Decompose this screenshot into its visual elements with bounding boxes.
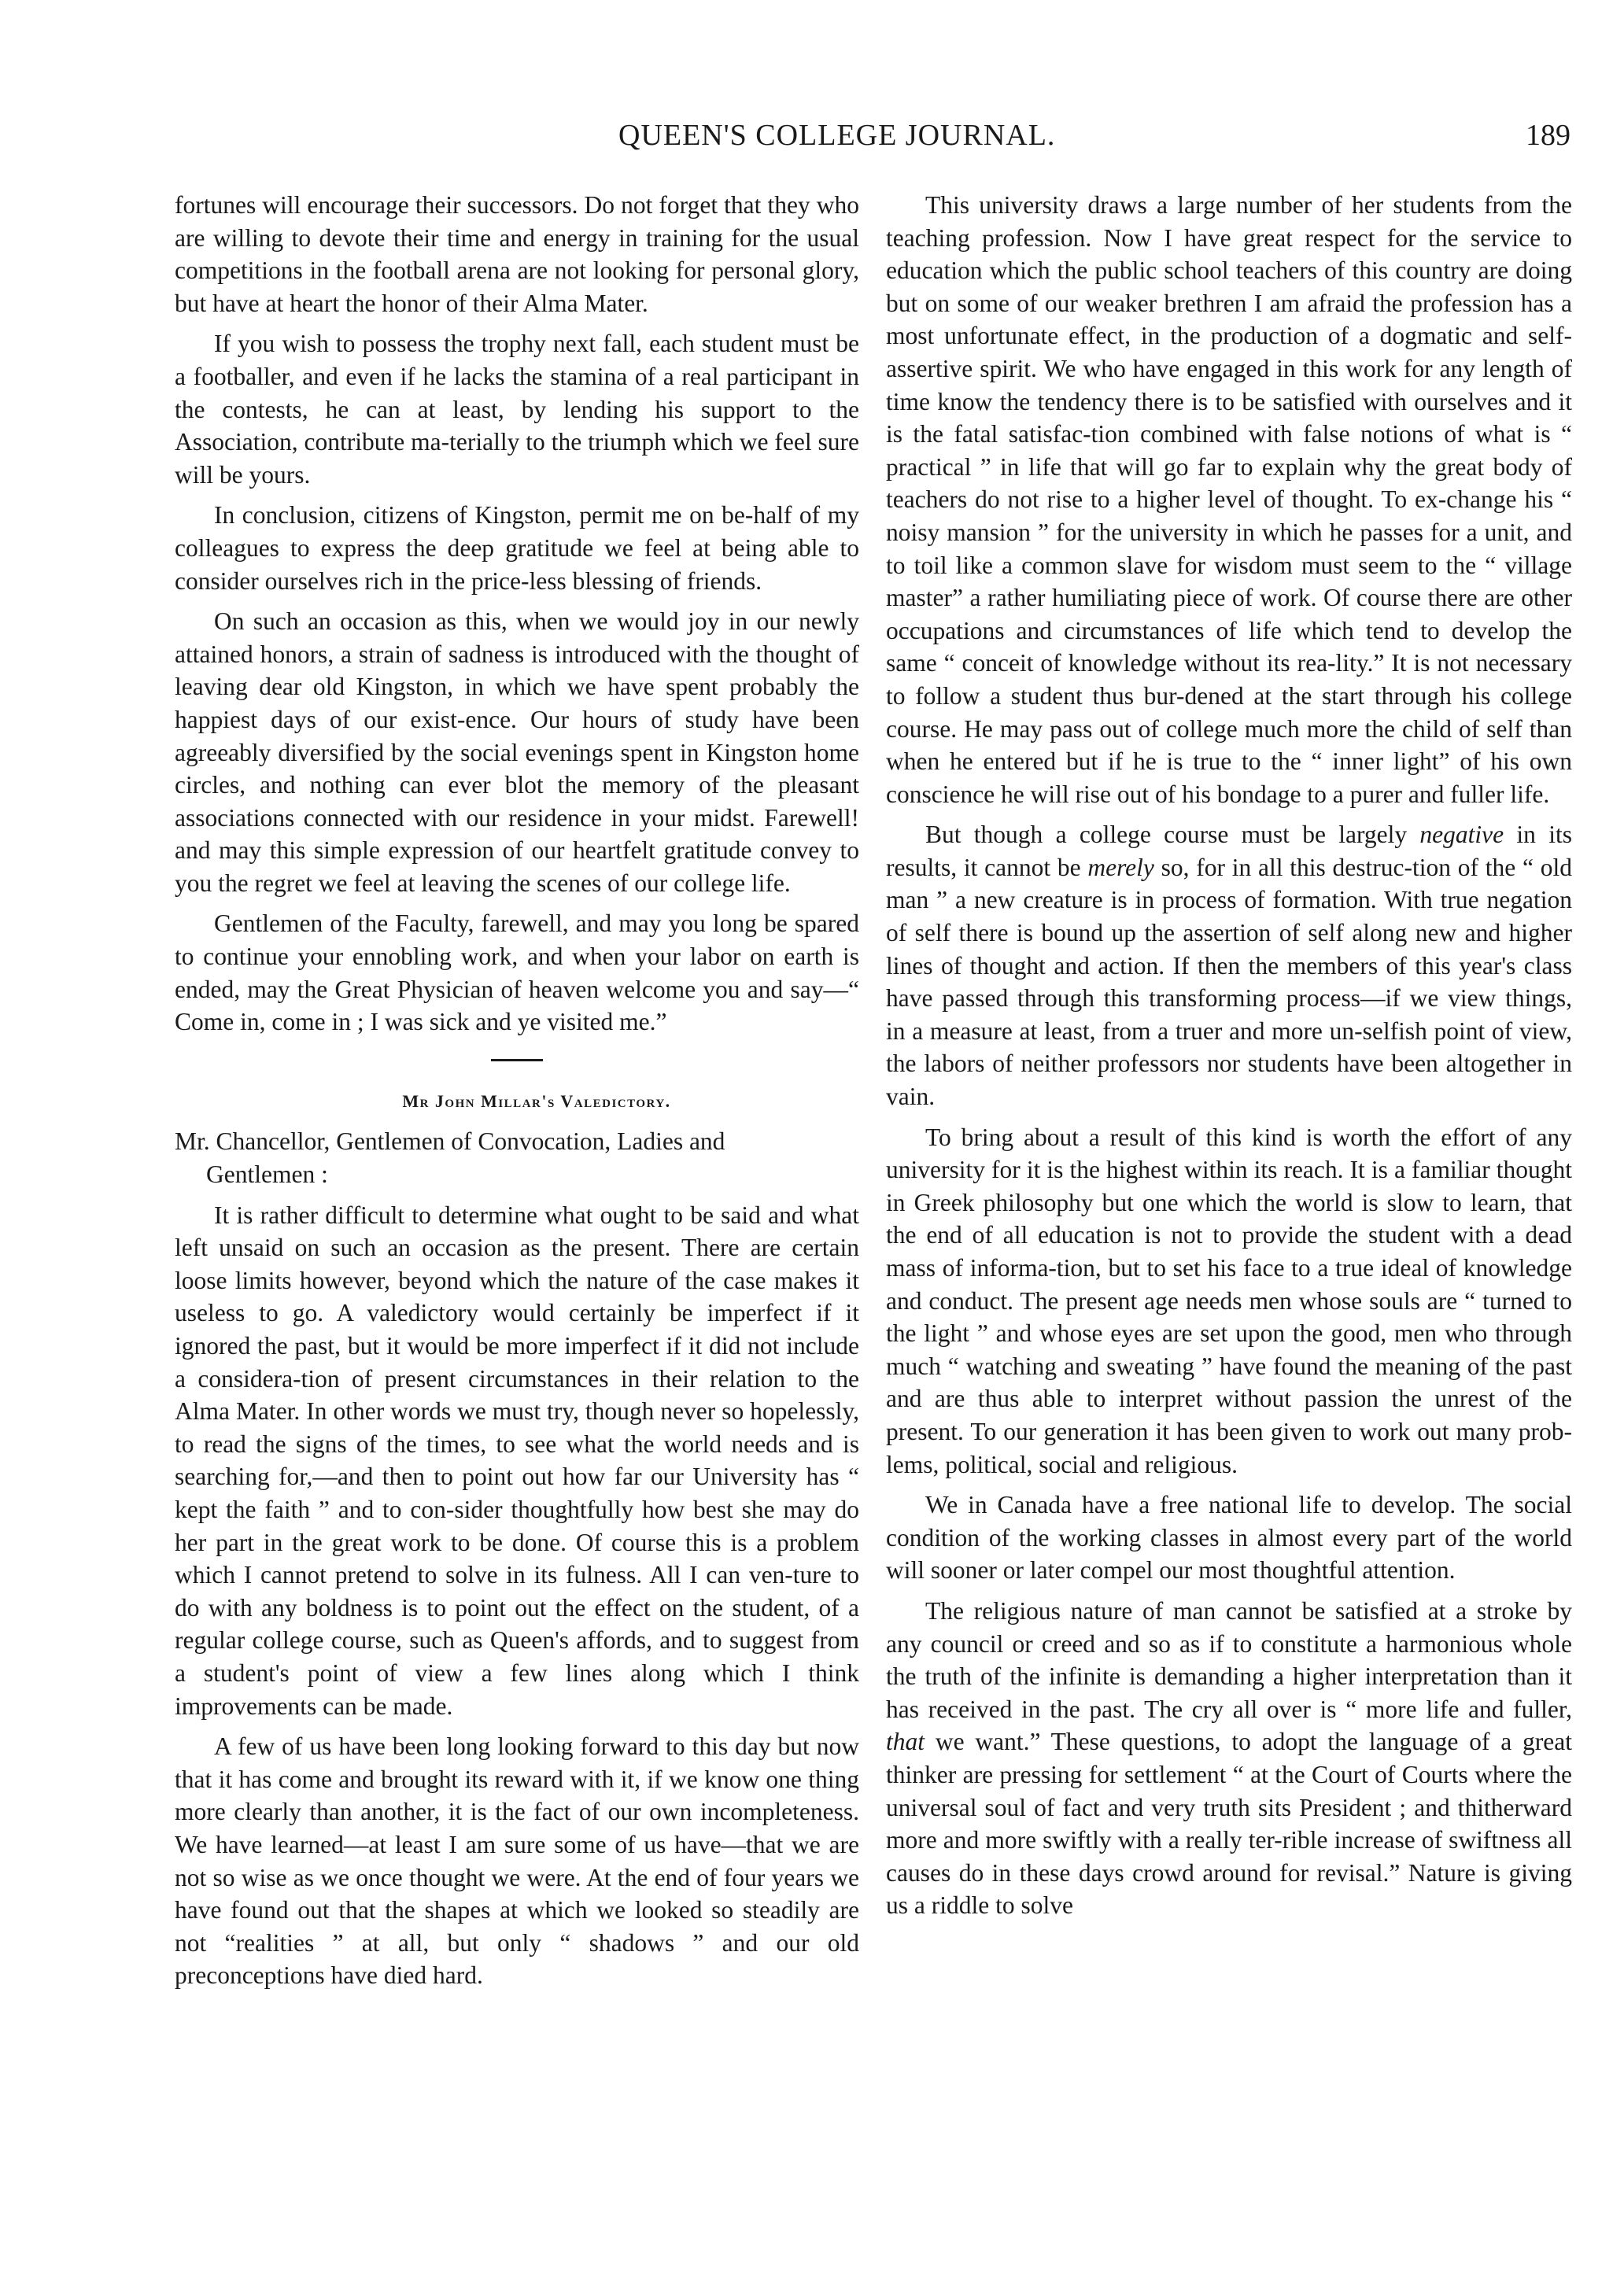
paragraph: If you wish to possess the trophy next fall, each student must be a footballer, and even if he lacks the stamina of a real participant in the contests, he can at least, by lending his support to the Association, contribute ma-terially to the triumph which we feel sure will be yours. [175,330,859,489]
paragraph: This university draws a large number of her students from the teaching profession. Now I have great respect for the service to education which the public school teachers of this country are doing but on some of our weaker brethren I am afraid the profession has a most unfortunate effect, in the production of a dogmatic and self-assertive spirit. We who have engaged in this work for any length of time know the tendency there is to be satisfied with ourselves and it is the fatal satisfac-tion combined with false notions of what is “ practical ” in life that will go far to explain why the great body of teachers do not rise to a higher level of thought. To ex-change his “ noisy mansion ” for the university in which he passes for a unit, and to toil like a common slave for wisdom must seem to the “ village master” a rather humiliating piece of work. Of course there are other occupations and circumstances of life which tend to develop the same “ conceit of knowledge without its rea-lity.” It is not necessary to follow a student thus bur-dened at the start through his college course. He may pass out of college much more the child of self than when he entered but if he is true to the “ inner light” of his own conscience he will rise out of his bondage to a purer and fuller life. [886,191,1572,808]
salutation-line: Mr. Chancellor, Gentlemen of Convocation, Ladies and [175,1127,725,1156]
paragraph: It is rather difficult to determine what ought to be said and what left unsaid on such an occasion as the present. There are certain loose limits however, beyond which the nature of the case makes it useless to go. A valedictory would certainly be imperfect if it ignored the past, but it would be more imperfect if it did not include a considera-tion of present circumstances in their relation to the Alma Mater. In other words we must try, though never so hopelessly, to read the signs of the times, to see what the world needs and is searching for,—and then to point out how far our University has “ kept the faith ” and to con-sider thoughtfully how best she may do her part in the great work to be done. Of course this is a problem which I cannot pretend to solve in its fulness. All I can ven-ture to do with any boldness is to point out the effect on the student, of a regular college course, such as Queen's affords, and to suggest from a student's point of view a few lines along which I think improvements can be made. [175,1201,859,1720]
text-run: we want.” These questions, to adopt the language of a great thinker are pressing for settlement “ at the Court of Courts where the universal soul of fact and very truth sits President ; and thitherward more and more swiftly with a really ter-rible increase of swiftness all causes do in these days crowd around for revisal.” Nature is giving us a riddle to solve [886,1728,1572,1920]
italic-text: that [886,1728,925,1756]
paragraph: In conclusion, citizens of Kingston, permit me on be-half of my colleagues to express the deep gratitude we feel at being able to consider ourselves rich in the price-less blessing of friends. [175,501,859,595]
text-run: But though a college course must be largely [925,821,1420,849]
paragraph: Gentlemen of the Faculty, farewell, and may you long be spared to continue your ennobling work, and when your labor on earth is ended, may the Great Physician of heaven welcome you and say—“ Come in, come in ; I was sick and ye visited me.” [175,910,859,1036]
italic-text: negative [1419,821,1504,849]
paragraph: To bring about a result of this kind is worth the effort of any university for it is the highest within its reach. It is a familiar thought in Greek philosophy but one which the world is slow to learn, that the end of all education is not to provide the student with a dead mass of informa-tion, but to set his face to a true ideal of knowledge and conduct. The present age needs men whose souls are “ turned to the light ” and whose eyes are set upon the good, men who through much “ watching and sweating ” have found the meaning of the past and are thus able to interpret without passion the unrest of the present. To our generation it has been given to work out many prob-lems, political, social and religious. [886,1123,1572,1478]
right-column [886,189,1572,1930]
section-divider [491,1059,543,1061]
text-run: in its results, it cannot be [886,821,1572,881]
journal-title: QUEEN'S COLLEGE JOURNAL. [618,119,1056,152]
paragraph: On such an occasion as this, when we would joy in our newly attained honors, a strain of sadness is introduced with the thought of leaving dear old Kingston, in which we have spent probably the happiest days of our exist-ence. Our hours of study have been agreeably diversified by the social evenings spent in Kingston home circles, and nothing can ever blot the memory of the pleasant associations connected with our residence in your midst. Farewell! and may this simple expression of our heartfelt gratitude convey to you the regret we feel at leaving the scenes of our college life. [175,607,859,897]
paragraph [886,1595,1572,1922]
text-run: The religious nature of man cannot be satisfied at a stroke by any council or creed and so as if to constitute a harmonious whole the truth of the infinite is demanding a higher interpretation than it has received in the past. The cry all over is “ more life and fuller, [886,1596,1572,1723]
section-heading: Mr John Millar's Valedictory. [402,1090,671,1111]
page-header [170,118,1586,162]
salutation [175,1125,859,1190]
text-run: so, for in all this destruc-tion of the “ old man ” a new creature is in process of formation. With true negation of self there is bound up the assertion of self along new and higher lines of thought and action. If then the members of this year's class have passed through this transforming process—if we view things, in a measure at least, from a truer and more un-selfish point of view, the labors of neither professors nor students have been altogether in vain. [886,853,1572,1111]
paragraph: We in Canada have a free national life to develop. The social condition of the working classes in almost every part of the world will sooner or later compel our most thoughtful attention. [886,1491,1572,1585]
paragraph [886,818,1572,1112]
salutation-line: Gentlemen : [206,1160,328,1189]
paragraph: A few of us have been long looking forward to this day but now that it has come and brought its reward with it, if we know one thing more clearly than another, it is the fact of our own incompleteness. We have learned—at least I am sure some of us have—that we are not so wise as we once thought we were. At the end of four years we have found out that the shapes at which we looked so steadily are not “realities ” at all, but only “ shadows ” and our old preconceptions have died hard. [175,1732,859,1990]
paragraph: fortunes will encourage their successors. Do not forget that they who are willing to devote their time and energy in training for the usual competitions in the football arena are not looking for personal glory, but have at heart the honor of their Alma Mater. [175,191,859,317]
page-number: 189 [1526,119,1570,152]
italic-text: merely [1087,853,1154,881]
left-column [175,189,859,2000]
